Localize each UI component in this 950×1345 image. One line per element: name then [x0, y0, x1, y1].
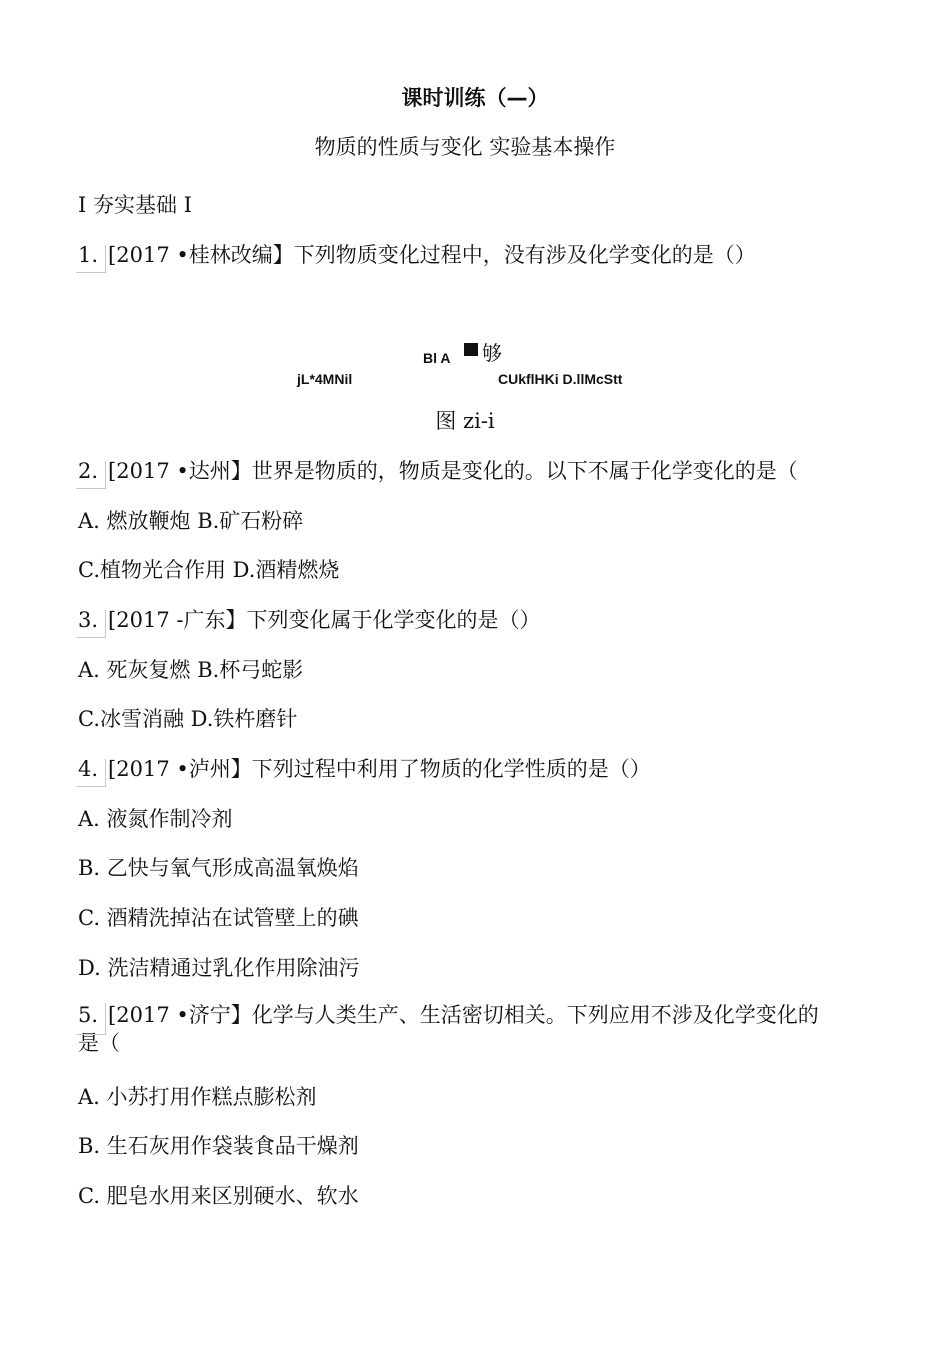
question-stem: [2017 •达州】世界是物质的，物质是变化的。以下不属于化学变化的是（ [108, 459, 798, 483]
question-number: 2. [78, 459, 108, 483]
figure-label-char: 够 [482, 341, 502, 365]
question-2 [78, 455, 798, 485]
figure-label-left: jL*4MNil [297, 371, 353, 387]
option-line: C. 肥皂水用来区别硬水、软水 [78, 1184, 359, 1208]
question-1 [78, 239, 756, 269]
question-5 [78, 1001, 838, 1057]
figure-label-right: CUkflHKi D.llMcStt [498, 371, 623, 387]
page-title: 课时训练（—） [401, 86, 549, 110]
option-line: A. 燃放鞭炮 B.矿石粉碎 [78, 509, 304, 533]
option-line: A. 死灰复燃 B.杯弓蛇影 [78, 658, 304, 682]
option-line: A. 小苏打用作糕点膨松剂 [78, 1085, 317, 1109]
option-line: B. 生石灰用作袋装食品干燥剂 [78, 1134, 359, 1158]
figure-label-top: Bl A [423, 350, 451, 366]
page-subtitle: 物质的性质与变化 实验基本操作 [314, 135, 616, 159]
question-stem: [2017 •泸州】下列过程中利用了物质的化学性质的是（） [108, 757, 651, 781]
option-line: D. 洗洁精通过乳化作用除油污 [78, 956, 360, 980]
question-number: 4. [78, 757, 108, 781]
black-square-icon [464, 343, 478, 356]
section-heading: I 夯实基础 I [78, 193, 192, 217]
question-number: 1. [78, 243, 108, 267]
option-line: C.植物光合作用 D.酒精燃烧 [78, 558, 340, 582]
question-stem: [2017 -广东】下列变化属于化学变化的是（） [108, 608, 541, 632]
question-number: 5. [78, 1001, 108, 1029]
option-line: B. 乙快与氧气形成高温氧焕焰 [78, 856, 359, 880]
figure-caption: 图 zi-i [435, 409, 495, 433]
question-number: 3. [78, 608, 108, 632]
option-line: C. 酒精洗掉沾在试管壁上的碘 [78, 906, 359, 930]
question-stem: [2017 •桂林改编】下列物质变化过程中，没有涉及化学变化的是（） [108, 243, 756, 267]
option-line: C.冰雪消融 D.铁杵磨针 [78, 707, 298, 731]
question-stem: [2017 •济宁】化学与人类生产、生活密切相关。下列应用不涉及化学变化的是（ [78, 1003, 819, 1055]
question-3 [78, 604, 540, 634]
question-4 [78, 753, 651, 783]
option-line: A. 液氮作制冷剂 [78, 807, 233, 831]
